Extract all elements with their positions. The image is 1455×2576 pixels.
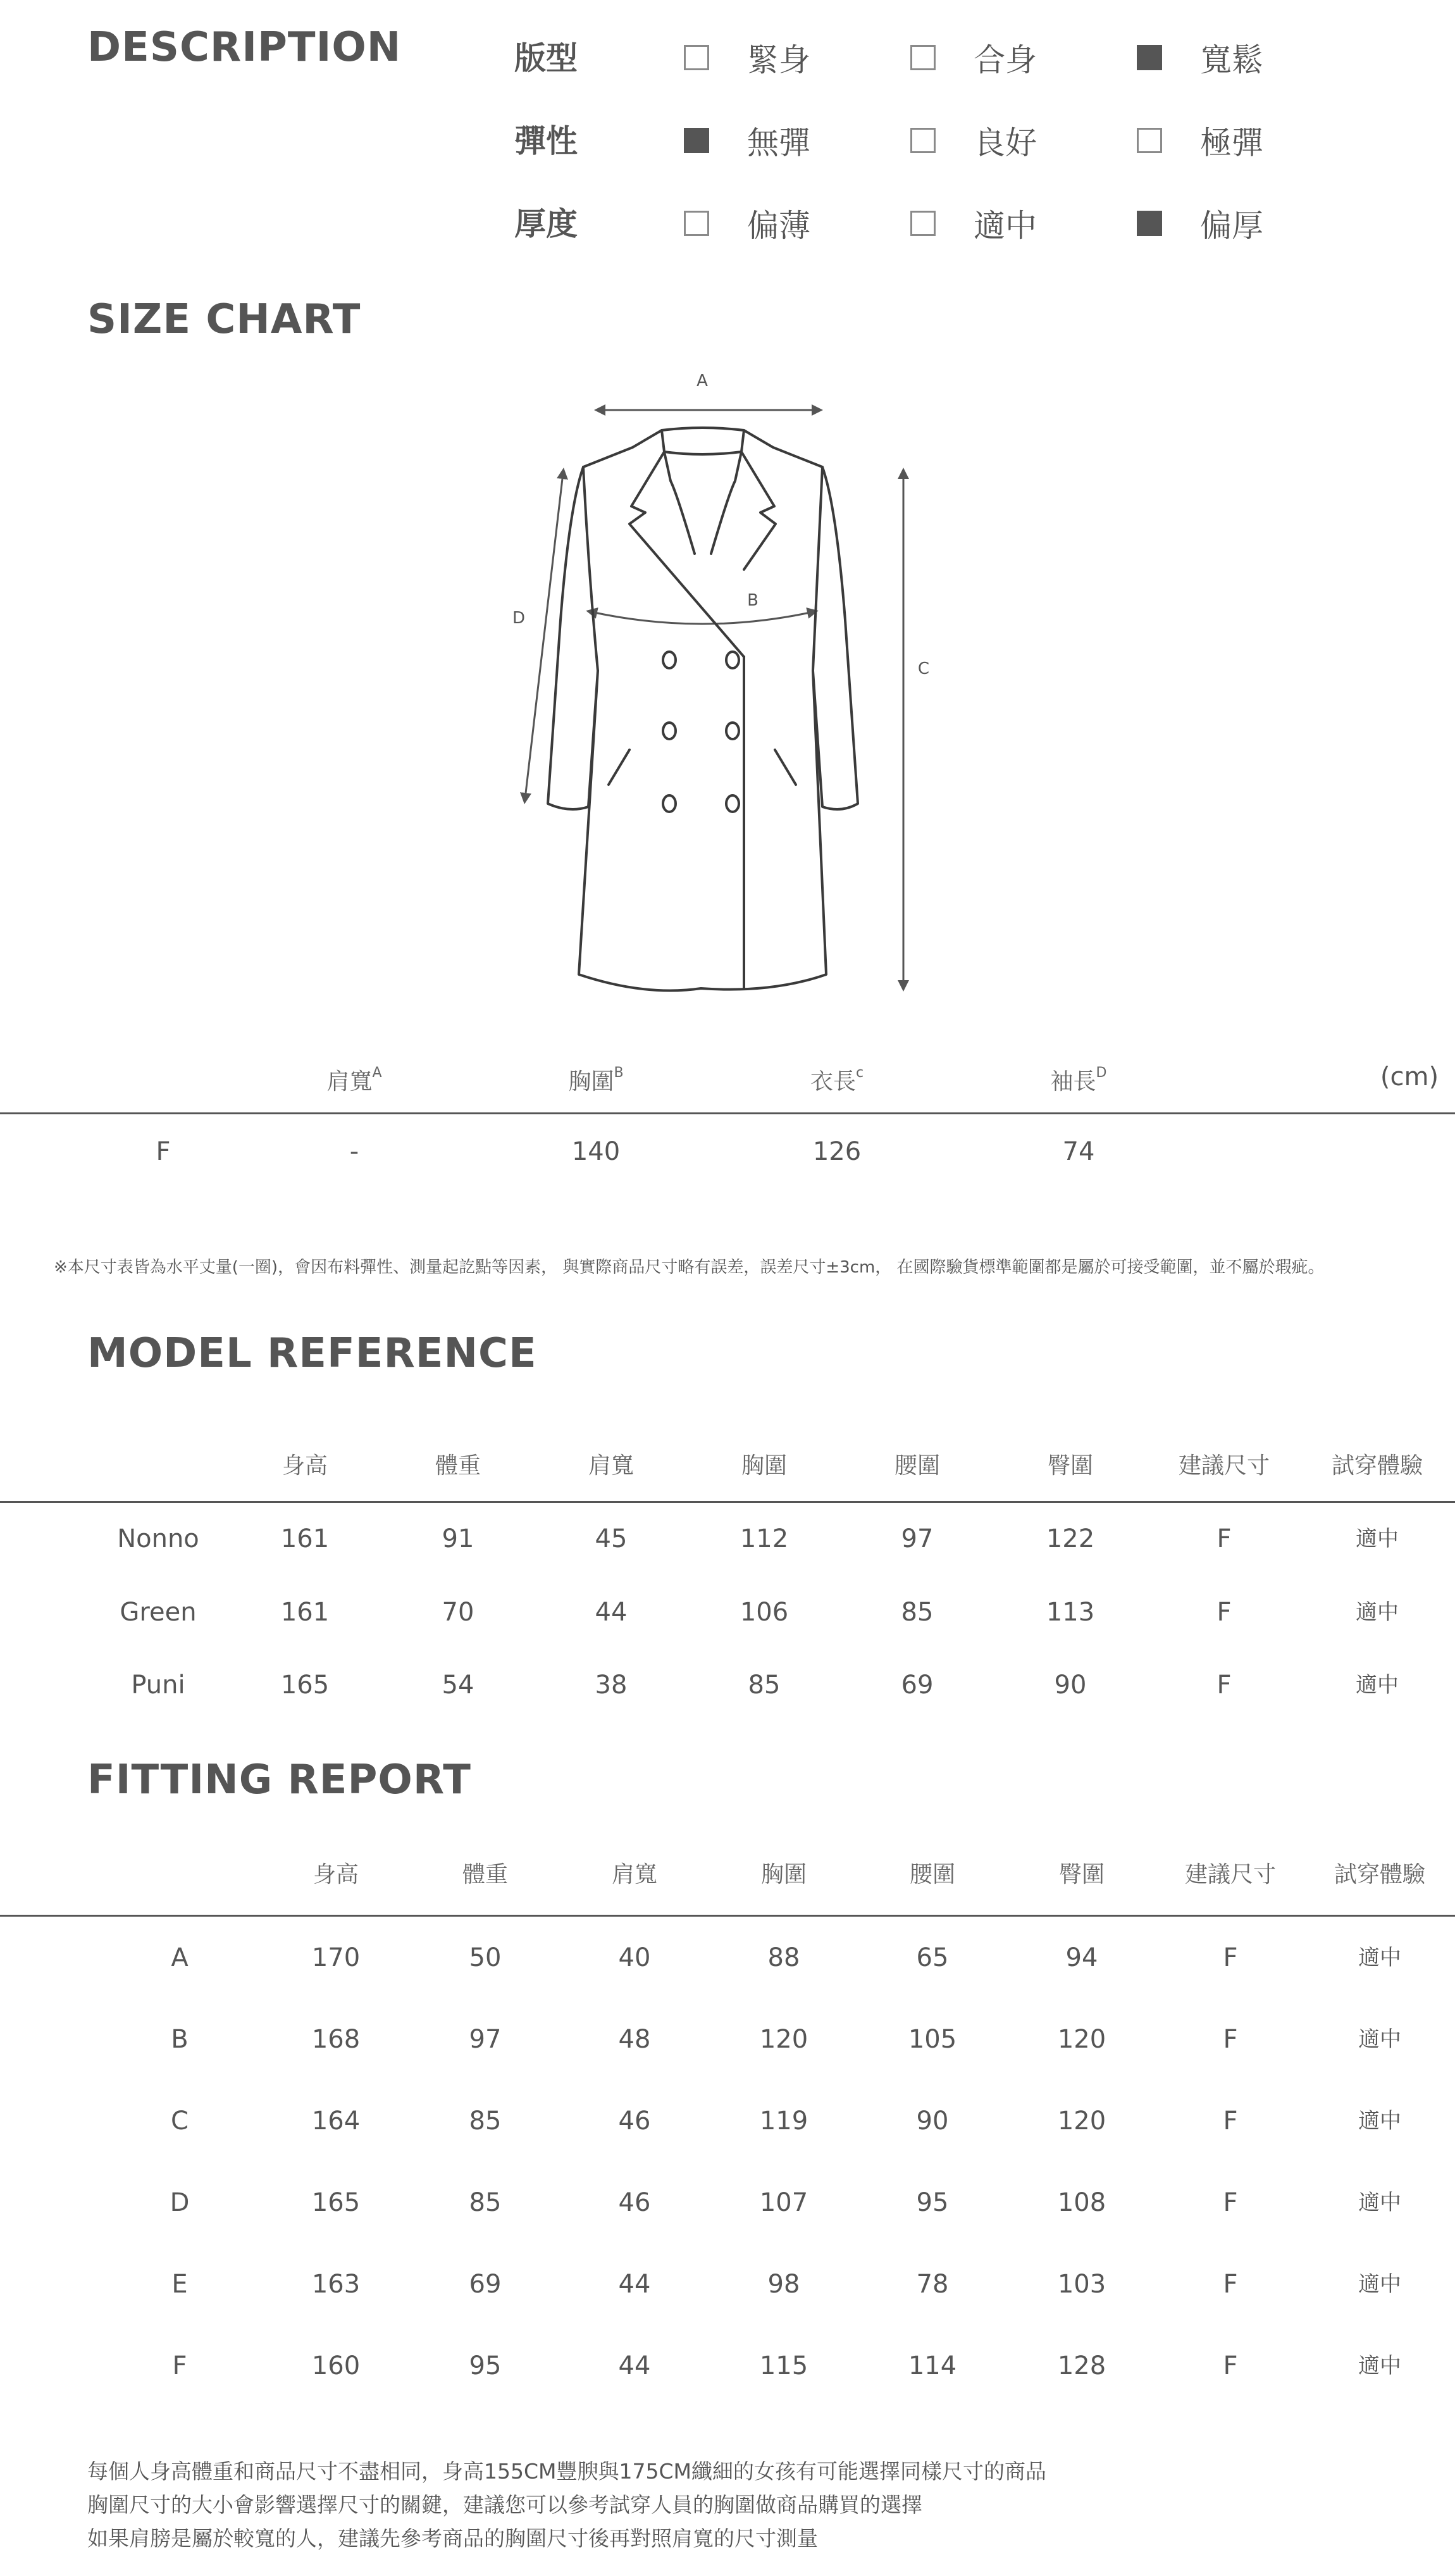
table-cell: 103: [1057, 2270, 1106, 2299]
table-cell: 適中: [1358, 1945, 1401, 1970]
table-cell: 97: [469, 2025, 502, 2054]
option-label: 無彈: [747, 125, 810, 161]
table-cell: 95: [469, 2351, 502, 2380]
column-header: 胸圍: [760, 1862, 807, 1888]
table-cell: 119: [759, 2106, 808, 2136]
table-cell: F: [1223, 2025, 1238, 2054]
table-cell: 97: [901, 1524, 934, 1553]
table-cell: 46: [618, 2106, 651, 2136]
tester-name: D: [170, 2188, 190, 2217]
description-label: 彈性: [514, 123, 578, 159]
table-cell: F: [1217, 1598, 1232, 1627]
table-cell: 163: [311, 2270, 361, 2299]
table-cell: 161: [280, 1524, 330, 1553]
table-cell: 90: [916, 2106, 949, 2136]
table-cell: 120: [1057, 2025, 1106, 2054]
table-cell: 69: [469, 2270, 502, 2299]
diagram-label-d: D: [512, 609, 526, 628]
table-cell: 70: [442, 1598, 474, 1627]
table-cell: 54: [442, 1671, 474, 1700]
table-cell: 48: [618, 2025, 651, 2054]
table-cell: F: [1217, 1671, 1232, 1700]
fitting-report-title: FITTING REPORT: [87, 1757, 471, 1803]
footer-note: 胸圍尺寸的大小會影響選擇尺寸的關鍵，建議您可以參考試穿人員的胸圍做商品購買的選擇: [87, 2492, 922, 2517]
column-header: 體重: [435, 1453, 481, 1479]
table-cell: F: [1223, 2351, 1238, 2380]
model-header-row: [0, 1441, 1455, 1491]
table-cell: 115: [759, 2351, 808, 2380]
column-header: 臀圍: [1047, 1453, 1094, 1479]
divider: [0, 1501, 1455, 1503]
coat-buttons: [663, 652, 739, 812]
table-cell: 85: [469, 2106, 502, 2136]
table-cell: 44: [618, 2270, 651, 2299]
column-header: 體重: [462, 1862, 509, 1888]
divider: [0, 1915, 1455, 1917]
model-name: Nonno: [117, 1524, 199, 1553]
option-label: 適中: [974, 208, 1037, 244]
column-header: 身高: [282, 1453, 328, 1479]
diagram-label-b: B: [747, 591, 758, 610]
table-cell: 適中: [1358, 2108, 1401, 2134]
column-header: 臀圍: [1058, 1862, 1105, 1888]
table-cell: 120: [759, 2025, 808, 2054]
size-chart-title: SIZE CHART: [87, 296, 361, 343]
table-cell: 95: [916, 2188, 949, 2217]
table-cell: 90: [1054, 1671, 1087, 1700]
table-cell: 65: [916, 1943, 949, 1972]
column-header: 袖長$^D$: [1050, 1065, 1107, 1095]
column-header: 建議尺寸: [1184, 1862, 1277, 1888]
table-cell: 170: [311, 1943, 361, 1972]
table-cell: 45: [595, 1524, 628, 1553]
footer-note: 每個人身高體重和商品尺寸不盡相同，身高155CM豐腴與175CM纖細的女孩有可能選擇同樣尺寸的商品: [87, 2459, 1047, 2484]
table-cell: 106: [740, 1598, 789, 1627]
table-cell: 40: [618, 1943, 651, 1972]
table-row: [0, 1587, 1455, 1638]
table-cell: 78: [916, 2270, 949, 2299]
table-cell: 165: [280, 1671, 330, 1700]
table-cell: F: [1223, 2106, 1238, 2136]
unit-label: (cm): [1380, 1062, 1439, 1092]
table-cell: F: [1217, 1524, 1232, 1553]
column-header: 試穿體驗: [1331, 1453, 1423, 1479]
column-header: 身高: [313, 1862, 359, 1888]
table-cell: 91: [442, 1524, 474, 1553]
table-cell: 164: [311, 2106, 361, 2136]
option-label: 偏薄: [747, 208, 810, 244]
table-cell: 44: [618, 2351, 651, 2380]
footer-note: 如果肩膀是屬於較寬的人，建議先參考商品的胸圍尺寸後再對照肩寬的尺寸測量: [87, 2526, 818, 2551]
option-label: 極彈: [1200, 125, 1263, 161]
model-reference-title: MODEL REFERENCE: [87, 1330, 537, 1377]
table-cell: 122: [1046, 1524, 1095, 1553]
table-cell: 85: [748, 1671, 781, 1700]
option-label: 合身: [974, 42, 1037, 78]
table-row: [0, 1514, 1455, 1564]
tester-name: E: [171, 2270, 188, 2299]
column-header: 肩寬: [611, 1862, 658, 1888]
table-cell: 108: [1057, 2188, 1106, 2217]
description-title: DESCRIPTION: [87, 24, 402, 71]
option-label: 寬鬆: [1200, 42, 1263, 78]
tester-name: B: [171, 2025, 189, 2054]
model-name: Green: [120, 1598, 197, 1627]
table-cell: F: [1223, 1943, 1238, 1972]
table-cell: 88: [767, 1943, 800, 1972]
table-cell: 160: [311, 2351, 361, 2380]
coat-diagram: [0, 0, 1455, 1025]
tester-name: F: [172, 2351, 187, 2380]
table-cell: 120: [1057, 2106, 1106, 2136]
table-cell: 適中: [1358, 2027, 1401, 2052]
table-cell: 165: [311, 2188, 361, 2217]
column-header: 胸圍: [741, 1453, 788, 1479]
column-header: 肩寬: [588, 1453, 635, 1479]
table-cell: 適中: [1358, 2272, 1401, 2297]
option-label: 良好: [974, 125, 1037, 161]
column-header: 腰圍: [894, 1453, 941, 1479]
fitting-header-row: [0, 1850, 1455, 1900]
table-cell: 38: [595, 1671, 628, 1700]
table-cell: 適中: [1356, 1672, 1399, 1698]
table-cell: F: [1223, 2188, 1238, 2217]
column-header: 肩寬$^A$: [326, 1065, 382, 1095]
divider: [0, 1112, 1455, 1114]
table-row: [0, 2341, 1455, 2391]
tester-name: C: [171, 2106, 189, 2136]
measurement-note: ※本尺寸表皆為水平丈量(一圈)，會因布料彈性、測量起訖點等因素， 與實際商品尺寸略有誤差，誤差尺寸±3cm， 在國際驗貨標準範圍都是屬於可接受範圍，並不屬於瑕疵。: [54, 1258, 1325, 1277]
table-cell: 107: [759, 2188, 808, 2217]
column-header: 腰圍: [909, 1862, 956, 1888]
option-label: 緊身: [747, 42, 810, 78]
table-row: [0, 1932, 1455, 1983]
description-label: 版型: [514, 40, 578, 77]
table-cell: 128: [1057, 2351, 1106, 2380]
table-cell: 114: [908, 2351, 957, 2380]
table-row: [0, 2177, 1455, 2228]
table-cell: 適中: [1358, 2190, 1401, 2215]
table-cell: 112: [740, 1524, 789, 1553]
table-cell: 74: [1062, 1137, 1095, 1166]
column-header: 胸圍$^B$: [568, 1065, 624, 1095]
table-row: [0, 2096, 1455, 2146]
table-cell: 適中: [1356, 1526, 1399, 1552]
table-cell: 44: [595, 1598, 628, 1627]
table-cell: 161: [280, 1598, 330, 1627]
table-cell: 140: [571, 1137, 621, 1166]
table-cell: -: [349, 1137, 359, 1166]
table-cell: 94: [1065, 1943, 1098, 1972]
table-row: [0, 2014, 1455, 2065]
option-label: 偏厚: [1200, 208, 1263, 244]
column-header: 試穿體驗: [1334, 1862, 1426, 1888]
diagram-label-a: A: [697, 371, 708, 390]
column-header: 建議尺寸: [1178, 1453, 1270, 1479]
model-name: Puni: [131, 1671, 185, 1700]
description-label: 厚度: [514, 206, 578, 242]
diagram-label-c: C: [917, 659, 930, 678]
table-cell: 50: [469, 1943, 502, 1972]
table-row: [0, 1660, 1455, 1710]
table-cell: 98: [767, 2270, 800, 2299]
table-row: [0, 2259, 1455, 2310]
table-cell: 85: [901, 1598, 934, 1627]
table-cell: 126: [812, 1137, 862, 1166]
tester-name: A: [171, 1943, 189, 1972]
table-row: [0, 1126, 1455, 1177]
table-cell: 69: [901, 1671, 934, 1700]
size-label: F: [156, 1137, 171, 1166]
table-cell: 105: [908, 2025, 957, 2054]
size-chart-header-row: [0, 1052, 1455, 1102]
table-cell: 113: [1046, 1598, 1095, 1627]
column-header: 衣長$^c$: [810, 1065, 864, 1095]
table-cell: 適中: [1356, 1600, 1399, 1625]
table-cell: 85: [469, 2188, 502, 2217]
table-cell: 168: [311, 2025, 361, 2054]
table-cell: 46: [618, 2188, 651, 2217]
table-cell: 適中: [1358, 2353, 1401, 2379]
table-cell: F: [1223, 2270, 1238, 2299]
